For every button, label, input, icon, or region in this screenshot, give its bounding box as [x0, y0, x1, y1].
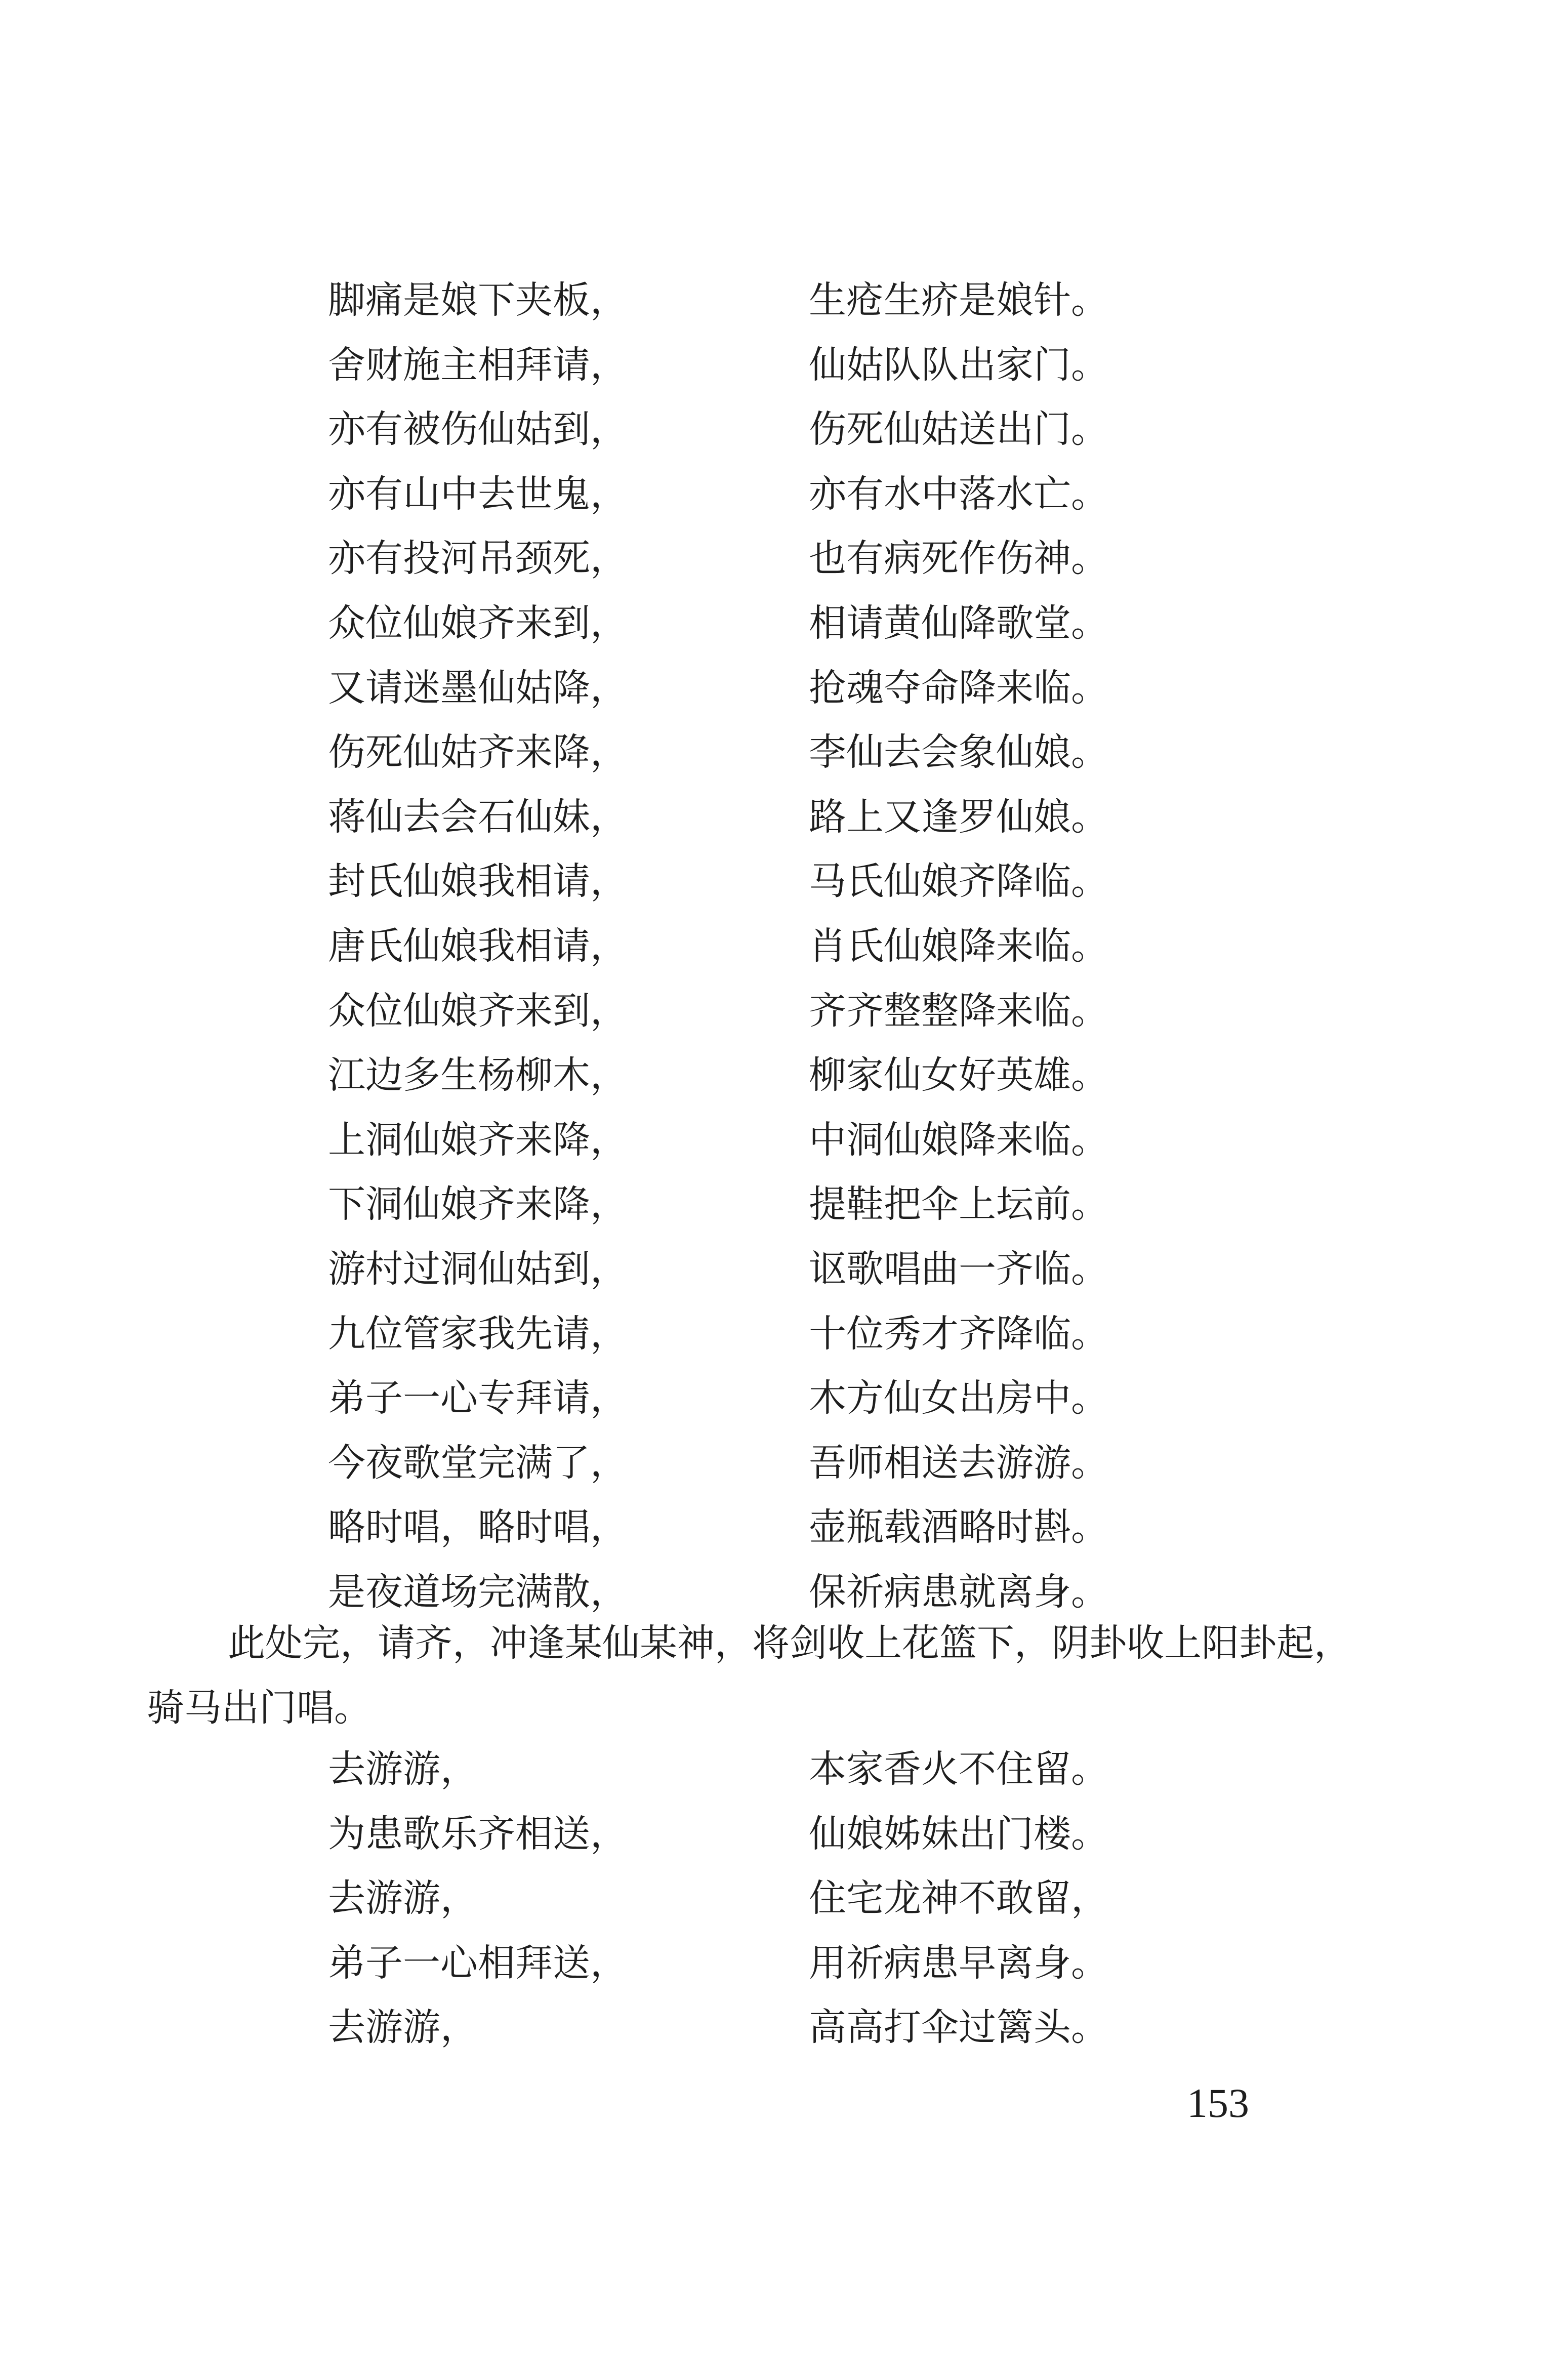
verse-line: [328, 720, 1188, 785]
verse-line: [328, 397, 1188, 462]
verse-line: [328, 1495, 1188, 1560]
verse-line: [328, 1172, 1188, 1237]
verse-left: 亦有投河吊颈死，: [328, 537, 628, 581]
verse-line: [328, 1995, 1188, 2060]
verse-line: [328, 1931, 1188, 1996]
verse-line: [328, 1108, 1188, 1173]
verse-right: 用祈病患早离身。: [809, 1941, 1108, 1985]
verse-right: 中洞仙娘降来临。: [809, 1118, 1108, 1162]
verse-line: [328, 1043, 1188, 1108]
verse-right: 抢魂夺命降来临。: [809, 666, 1108, 710]
verse-right: 保祈病患就离身。: [809, 1570, 1108, 1614]
verse-line: [328, 1237, 1188, 1302]
verse-left: 江边多生杨柳木，: [328, 1053, 628, 1097]
verse-line: [328, 1737, 1188, 1802]
verse-left: 唐氏仙娘我相请，: [328, 924, 628, 968]
verse-line: [328, 268, 1188, 333]
verse-left: 弟子一心专拜请，: [328, 1376, 628, 1420]
verse-left: 亦有山中去世鬼，: [328, 472, 628, 516]
verse-right: 路上又逢罗仙娘。: [809, 795, 1108, 839]
verse-line: [328, 333, 1188, 398]
verse-left: 下洞仙娘齐来降，: [328, 1182, 628, 1226]
verse-left: 脚痛是娘下夹板，: [328, 278, 628, 322]
verse-left: 去游游，: [328, 1876, 478, 1920]
verse-block-2: [328, 1737, 1188, 2060]
verse-line: [328, 526, 1188, 591]
verse-left: 去游游，: [328, 2006, 478, 2050]
verse-left: 众位仙娘齐来到，: [328, 601, 628, 645]
verse-right: 仙姑队队出家门。: [809, 343, 1108, 387]
verse-left: 是夜道场完满散，: [328, 1570, 628, 1614]
verse-line: [328, 979, 1188, 1044]
prose-instruction: [147, 1611, 1382, 1740]
page-number: 153: [1187, 2080, 1249, 2126]
verse-right: 李仙去会象仙娘。: [809, 730, 1108, 774]
verse-line: [328, 849, 1188, 914]
verse-line: [328, 1866, 1188, 1931]
verse-left: 游村过洞仙姑到，: [328, 1247, 628, 1291]
verse-line: [328, 914, 1188, 979]
verse-right: 柳家仙女好英雄。: [809, 1053, 1108, 1097]
verse-left: 今夜歌堂完满了，: [328, 1441, 628, 1485]
verse-right: 提鞋把伞上坛前。: [809, 1182, 1108, 1226]
verse-line: [328, 1302, 1188, 1367]
verse-right: 十位秀才齐降临。: [809, 1312, 1108, 1356]
verse-right: 壶瓶载酒略时斟。: [809, 1505, 1108, 1549]
verse-right: 吾师相送去游游。: [809, 1441, 1108, 1485]
verse-right: 齐齐整整降来临。: [809, 989, 1108, 1033]
verse-left: 为患歌乐齐相送，: [328, 1812, 628, 1856]
verse-right: 马氏仙娘齐降临。: [809, 860, 1108, 904]
verse-left: 舍财施主相拜请，: [328, 343, 628, 387]
verse-line: [328, 1431, 1188, 1496]
verse-left: 亦有被伤仙姑到，: [328, 407, 628, 452]
verse-right: 木方仙女出房中。: [809, 1376, 1108, 1420]
verse-left: 伤死仙姑齐来降，: [328, 730, 628, 774]
verse-right: 伤死仙姑送出门。: [809, 407, 1108, 452]
verse-right: 讴歌唱曲一齐临。: [809, 1247, 1108, 1291]
prose-paragraph: 此处完，请齐，冲逢某仙某神，将剑收上花篮下，阴卦收上阳卦起，骑马出门唱。: [147, 1621, 1351, 1730]
verse-line: [328, 462, 1188, 527]
verse-right: 本家香火不住留。: [809, 1747, 1108, 1791]
verse-right: 亦有水中落水亡。: [809, 472, 1108, 516]
verse-line: [328, 656, 1188, 721]
verse-left: 去游游，: [328, 1747, 478, 1791]
verse-right: 住宅龙神不敢留，: [809, 1876, 1108, 1920]
verse-line: [328, 1366, 1188, 1431]
verse-left: 略时唱，略时唱，: [328, 1505, 628, 1549]
verse-right: 仙娘姊妹出门楼。: [809, 1812, 1108, 1856]
verse-left: 又请迷墨仙姑降，: [328, 666, 628, 710]
verse-line: [328, 591, 1188, 656]
verse-left: 蒋仙去会石仙妹，: [328, 795, 628, 839]
verse-line: [328, 785, 1188, 850]
verse-right: 高高打伞过篱头。: [809, 2006, 1108, 2050]
verse-left: 众位仙娘齐来到，: [328, 989, 628, 1033]
verse-line: [328, 1802, 1188, 1867]
verse-left: 九位管家我先请，: [328, 1312, 628, 1356]
verse-right: 生疮生疥是娘针。: [809, 278, 1108, 322]
verse-right: 肖氏仙娘降来临。: [809, 924, 1108, 968]
verse-left: 上洞仙娘齐来降，: [328, 1118, 628, 1162]
verse-block-1: [328, 268, 1188, 1624]
verse-right: 也有病死作伤神。: [809, 537, 1108, 581]
verse-left: 弟子一心相拜送，: [328, 1941, 628, 1985]
verse-right: 相请黄仙降歌堂。: [809, 601, 1108, 645]
verse-left: 封氏仙娘我相请，: [328, 860, 628, 904]
